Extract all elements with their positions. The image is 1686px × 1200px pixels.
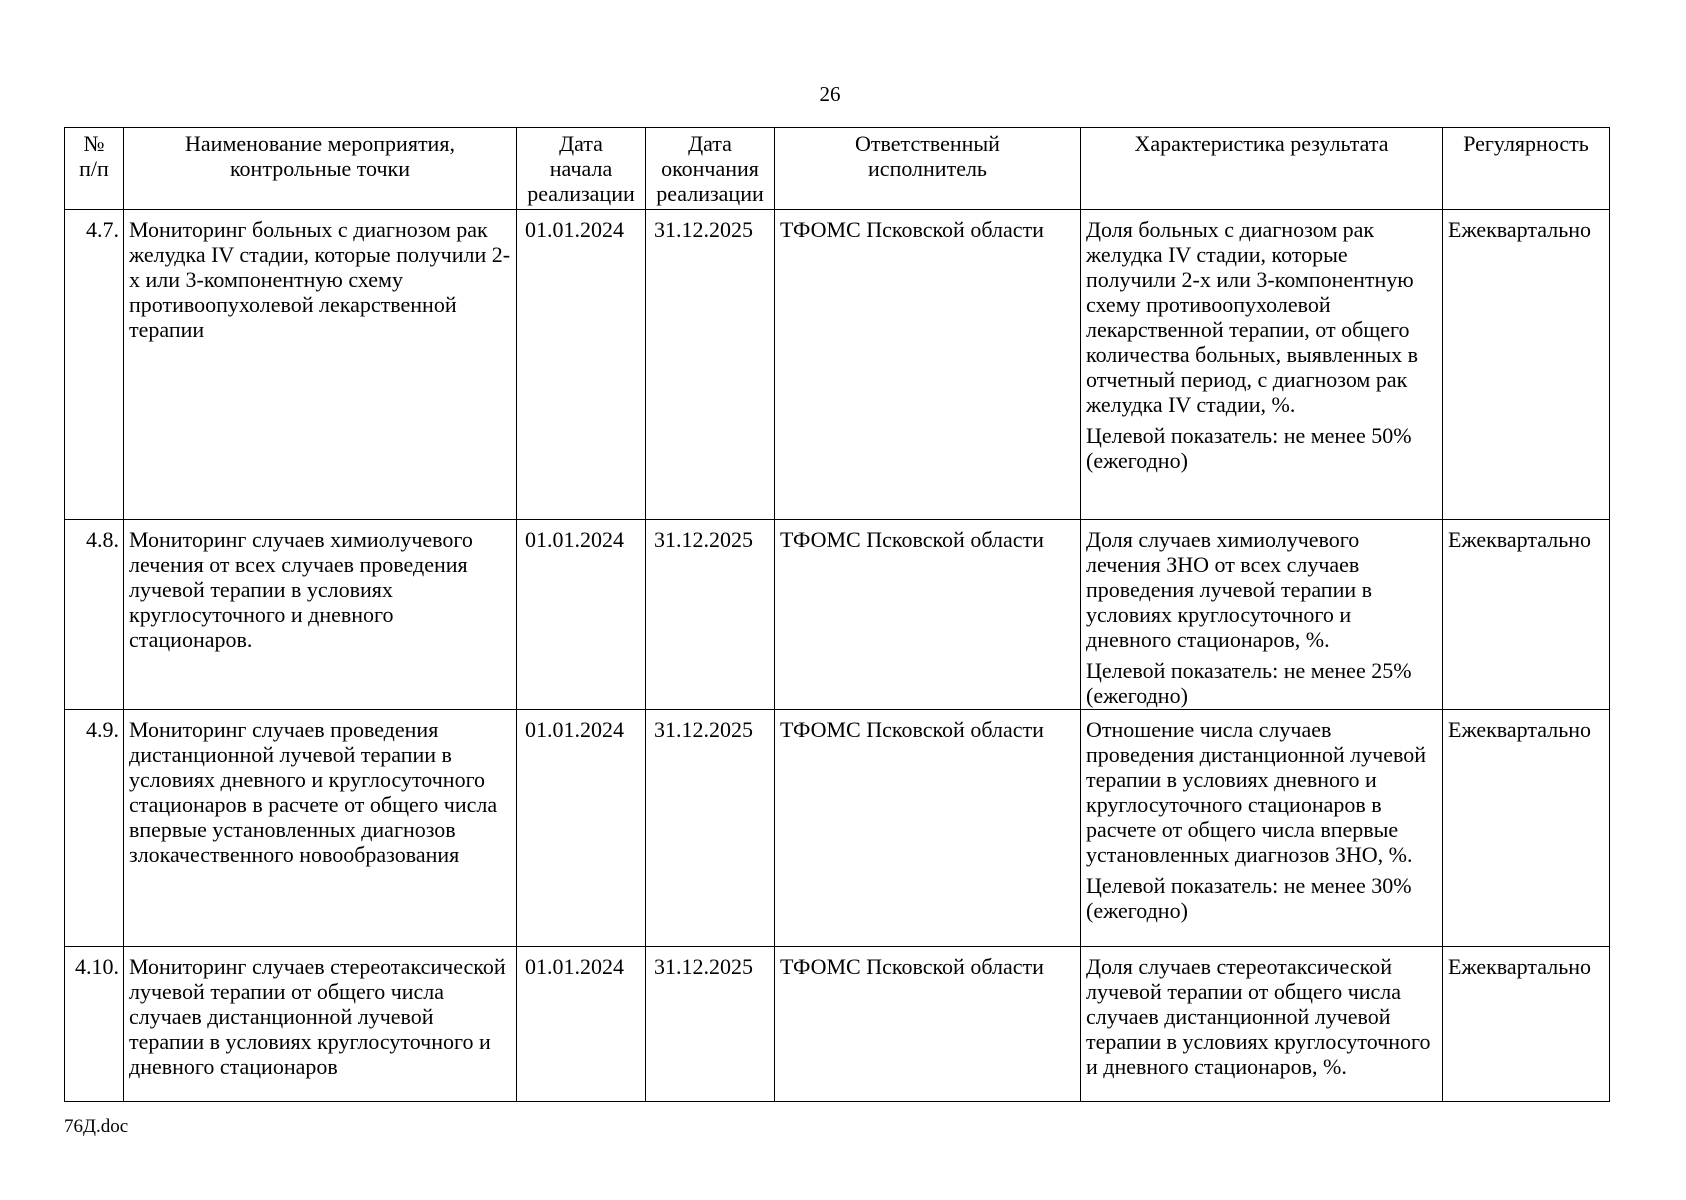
start-date: 01.01.2024	[517, 710, 646, 947]
row-number: 4.8.	[65, 520, 124, 710]
result-cell	[1081, 520, 1443, 710]
end-date: 31.12.2025	[646, 710, 775, 947]
header-result: Характеристика результата	[1081, 128, 1443, 210]
header-measure-name: Наименование мероприятия, контрольные точки	[124, 128, 517, 210]
start-date: 01.01.2024	[517, 210, 646, 520]
measure-name: Мониторинг случаев стереотаксической лучевой терапии от общего числа случаев дистанционной лучевой терапии в условиях круглосуточного и дневного стационаров	[124, 947, 517, 1102]
start-date: 01.01.2024	[517, 520, 646, 710]
header-regularity: Регулярность	[1443, 128, 1610, 210]
header-number: № п/п	[65, 128, 124, 210]
page-number: 26	[819, 82, 841, 106]
regularity: Ежеквартально	[1443, 947, 1610, 1102]
result-description: Доля случаев химиолучевого лечения ЗНО от всех случаев проведения лучевой терапии в условиях круглосуточного и дневного стационаров, %.	[1086, 527, 1373, 652]
table-row	[65, 947, 1610, 1102]
regularity: Ежеквартально	[1443, 710, 1610, 947]
measure-name: Мониторинг больных с диагнозом рак желудка IV стадии, которые получили 2-х или 3-компонентную схему противоопухолевой лекарственной терапии	[124, 210, 517, 520]
row-number: 4.9.	[65, 710, 124, 947]
target-indicator: Целевой показатель: не менее 25% (ежегодно)	[1086, 658, 1412, 708]
regularity: Ежеквартально	[1443, 520, 1610, 710]
regularity: Ежеквартально	[1443, 210, 1610, 520]
header-start-date: Дата начала реализации	[517, 128, 646, 210]
end-date: 31.12.2025	[646, 520, 775, 710]
measure-name: Мониторинг случаев химиолучевого лечения от всех случаев проведения лучевой терапии в условиях круглосуточного и дневного стационаров.	[124, 520, 517, 710]
table-row	[65, 210, 1610, 520]
result-description: Доля случаев стереотаксической лучевой терапии от общего числа случаев дистанционной лучевой терапии в условиях круглосуточного и дневного стационаров, %.	[1086, 954, 1431, 1079]
footer-filename: 76Д.doc	[64, 1116, 129, 1137]
executor: ТФОМС Псковской области	[775, 520, 1081, 710]
header-end-date: Дата окончания реализации	[646, 128, 775, 210]
executor: ТФОМС Псковской области	[775, 947, 1081, 1102]
target-indicator: Целевой показатель: не менее 50% (ежегодно)	[1086, 423, 1412, 473]
result-cell	[1081, 710, 1443, 947]
end-date: 31.12.2025	[646, 210, 775, 520]
executor: ТФОМС Псковской области	[775, 710, 1081, 947]
result-cell	[1081, 210, 1443, 520]
table-row	[65, 710, 1610, 947]
target-indicator: Целевой показатель: не менее 30% (ежегодно)	[1086, 873, 1412, 923]
measure-name: Мониторинг случаев проведения дистанционной лучевой терапии в условиях дневного и круглосуточного стационаров в расчете от общего числа впервые установленных диагнозов злокачественного новообразования	[124, 710, 517, 947]
result-cell	[1081, 947, 1443, 1102]
row-number: 4.10.	[65, 947, 124, 1102]
row-number: 4.7.	[65, 210, 124, 520]
result-description: Доля больных с диагнозом рак желудка IV стадии, которые получили 2-х или 3-компонентную схему противоопухолевой лекарственной терапии, от общего количества больных, выявленных в отчетный период, с диагнозом рак желудка IV стадии, %.	[1086, 217, 1418, 417]
measures-table	[64, 127, 1610, 1102]
start-date: 01.01.2024	[517, 947, 646, 1102]
header-executor: Ответственный исполнитель	[775, 128, 1081, 210]
table-row	[65, 520, 1610, 710]
table-header-row	[65, 128, 1610, 210]
end-date: 31.12.2025	[646, 947, 775, 1102]
result-description: Отношение числа случаев проведения дистанционной лучевой терапии в условиях дневного и круглосуточного стационаров в расчете от общего числа впервые установленных диагнозов ЗНО, %.	[1086, 717, 1426, 867]
executor: ТФОМС Псковской области	[775, 210, 1081, 520]
